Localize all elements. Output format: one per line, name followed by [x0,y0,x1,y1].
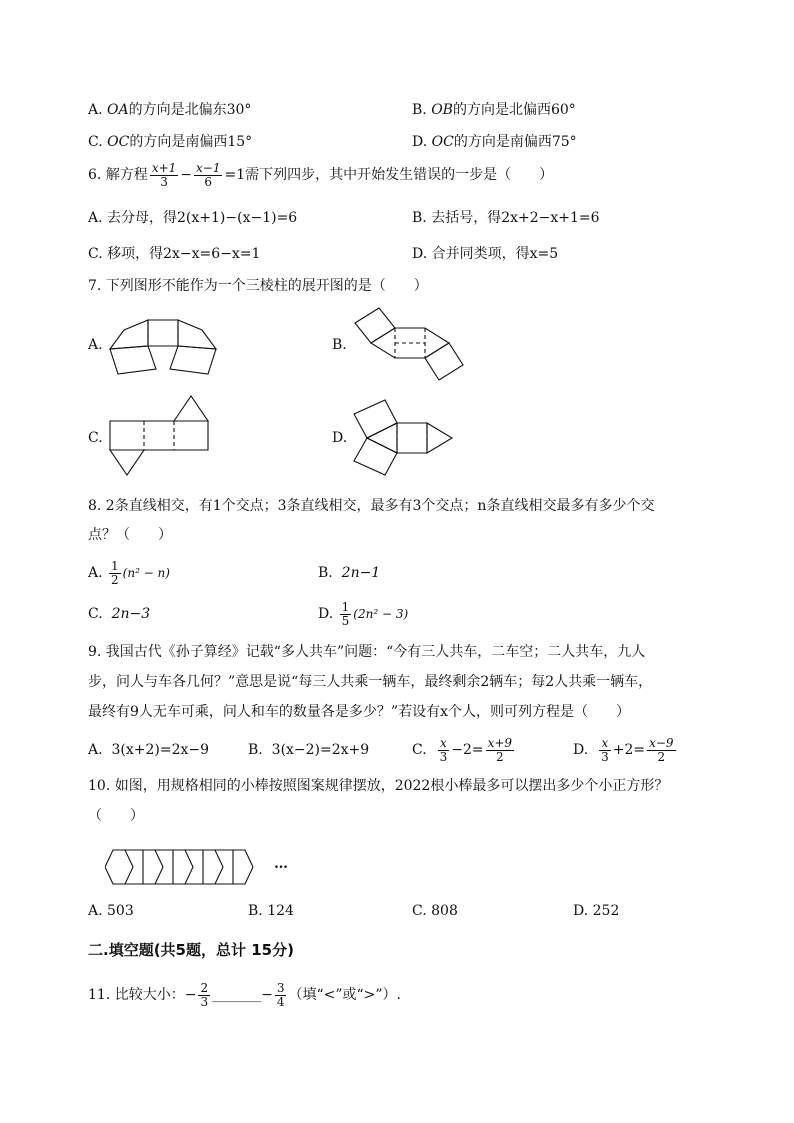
q6-option-c: C. 移项，得2x−x=6−x=1 [88,246,261,262]
q11-stem: 11. 比较大小：− $\frac{2}{3}$ _______− $\frac{3}{4}$ （填“<”或“>”）. [88,980,402,1009]
q7-net-b [355,303,470,385]
q8-option-d: D. $\frac{1}{5}$ (2n² − 3) [318,599,409,628]
q7-label-c: C. [88,430,103,446]
q10-option-a: A. 503 [88,903,134,919]
q6-option-b: B. 去括号，得2x+2−x+1=6 [412,210,600,226]
q7-label-b: B. [332,337,347,353]
q7-label-a: A. [88,337,103,353]
q9-stem-line3: 最终有9人无车可乘，问人和车的数量各是多少？”若设有x个人，则可列方程是（ ） [88,704,630,720]
q9-option-a: A. 3(x+2)=2x−9 [88,742,210,758]
q7-net-d [350,395,455,480]
q8-option-b: B. 2n−1 [318,565,381,581]
q10-stem-line1: 10. 如图，用规格相同的小棒按照图案规律摆放，2022根小棒最多可以摆出多少个小正方形？ [88,778,669,794]
q8-stem-line2: 点？（ ） [88,527,172,543]
q5-option-c: C. OC的方向是南偏西15° [88,134,253,150]
q10-option-d: D. 252 [573,903,620,919]
q6-option-a: A. 去分母，得2(x+1)−(x−1)=6 [88,210,298,226]
q8-option-a: A. $\frac{1}{2}$ (n² − n) [88,558,170,587]
section-heading: 二.填空题(共5题，总计 15分) [88,941,294,959]
q9-option-b: B. 3(x−2)=2x+9 [248,742,370,758]
q7-net-c [108,393,218,483]
q8-option-c: C. 2n−3 [88,606,151,622]
q10-pattern-figure [95,848,295,888]
q6-option-d: D. 合并同类项，得x=5 [412,246,559,262]
q10-stem-line2: （ ） [88,808,144,824]
q5-option-d: D. OC的方向是南偏西75° [412,134,577,150]
q7-label-d: D. [332,430,348,446]
q5-option-a: A. OA的方向是北偏东30° [88,102,252,118]
q8-stem-line1: 8. 2条直线相交，有1个交点；3条直线相交，最多有3个交点；n条直线相交最多有多少个交 [88,498,655,514]
q10-option-b: B. 124 [248,903,294,919]
q9-stem-line2: 步，问人与车各几何？”意思是说“每三人共乘一辆车，最终剩余2辆车；每2人共乘一辆车， [88,674,653,690]
q9-option-c: C. $\frac{x}{3}$ −2= $\frac{x+9}{2}$ [412,735,513,764]
q10-ellipsis: … [274,856,288,872]
q9-option-d: D. $\frac{x}{3}$ +2= $\frac{x-9}{2}$ [573,735,674,764]
q10-option-c: C. 808 [412,903,458,919]
q7-stem: 7. 下列图形不能作为一个三棱柱的展开图的是（ ） [88,278,428,294]
q6-stem: 6. 解方程 $\frac{x+1}{3}$ − $\frac{x-1}{6}$ =1需下列四步，其中开始发生错误的一步是（ ） [88,160,554,189]
q7-net-a [105,312,220,382]
q5-option-b: B. OB的方向是北偏西60° [412,102,576,118]
q9-stem-line1: 9. 我国古代《孙子算经》记载“多人共车”问题：“今有三人共车，二车空；二人共车，九人 [88,644,646,660]
